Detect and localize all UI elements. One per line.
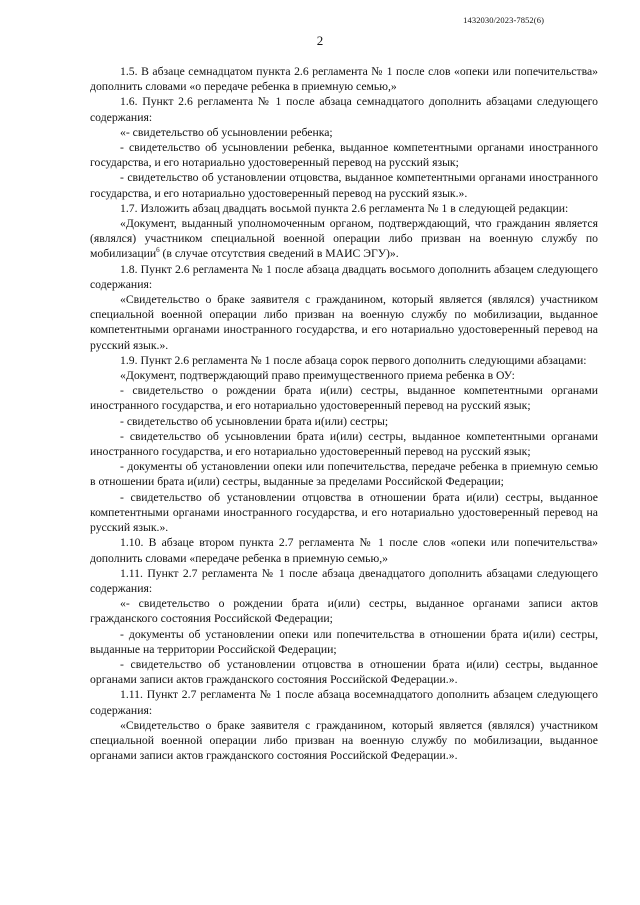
quoted-text: «Документ, выданный уполномоченным органом, подтверждающий, что гражданин является (являлся) участником специальной военной операции либо призван на военную службу по мобилизации xyxy=(90,217,598,261)
list-item: - свидетельство об усыновлении брата и(или) сестры; xyxy=(120,414,389,428)
paragraph-1-9: 1.9. Пункт 2.6 регламента № 1 после абзаца сорок первого дополнить следующими абзацами: xyxy=(120,353,587,367)
list-item: - свидетельство об установлении отцовства, выданное компетентными органами иностранного государства, и его нотариально удостоверенный перевод на русский язык.». xyxy=(90,171,598,200)
paragraph-1-11-second: 1.11. Пункт 2.7 регламента № 1 после абзаца восемнадцатого дополнить абзацем следующего содержания: xyxy=(90,688,598,717)
list-item: - свидетельство об установлении отцовства в отношении брата и(или) сестры, выданное компетентными органами иностранного государства, и его нотариально удостоверенный перевод на русский язык.». xyxy=(90,490,598,535)
paragraph-1-11: 1.11. Пункт 2.7 регламента № 1 после абзаца двенадцатого дополнить абзацами следующего содержания: xyxy=(90,566,598,595)
document-number: 1432030/2023-7852(6) xyxy=(463,15,544,25)
list-item: - свидетельство об усыновлении брата и(или) сестры, выданное компетентными органами иностранного государства, и его нотариально удостоверенный перевод на русский язык; xyxy=(90,429,598,459)
paragraph-1-7: 1.7. Изложить абзац двадцать восьмой пункта 2.6 регламента № 1 в следующей редакции: xyxy=(120,201,569,215)
quoted-paragraph: «Свидетельство о браке заявителя с гражданином, который является (являлся) участником специальной военной операции либо призван на военную службу по мобилизации, выданное компетентными органами иностранного государства, и его нотариально удостоверенный перевод на русский язык.». xyxy=(90,293,598,352)
quoted-paragraph-with-footnote xyxy=(90,216,598,262)
list-item: - свидетельство об усыновлении ребенка, выданное компетентными органами иностранного государства, и его нотариально удостоверенный перевод на русский язык; xyxy=(90,141,598,170)
paragraph-1-8: 1.8. Пункт 2.6 регламента № 1 после абзаца двадцать восьмого дополнить абзацем следующего содержания: xyxy=(90,262,598,291)
quoted-text-end: (в случае отсутствия сведений в МАИС ЭГУ)». xyxy=(159,247,399,261)
list-item: - документы об установлении опеки или попечительства, передаче ребенка в приемную семью в отношении брата и(или) сестры, выданные за пределами Российской Федерации; xyxy=(90,460,598,489)
list-item: - свидетельство о рождении брата и(или) сестры, выданное компетентными органами иностранного государства, и его нотариально удостоверенный перевод на русский язык; xyxy=(90,384,598,413)
paragraph-1-5: 1.5. В абзаце семнадцатом пункта 2.6 регламента № 1 после слов «опеки или попечительства» дополнить словами «о передаче ребенка в приемную семью,» xyxy=(90,65,598,94)
list-item: «- свидетельство о рождении брата и(или) сестры, выданное органами записи актов гражданского состояния Российской Федерации; xyxy=(90,597,598,626)
list-item: - свидетельство об установлении отцовства в отношении брата и(или) сестры, выданное органами записи актов гражданского состояния Российской Федерации.». xyxy=(90,657,598,687)
list-item: «- свидетельство об усыновлении ребенка; xyxy=(120,125,333,139)
list-item: - документы об установлении опеки или попечительства в отношении брата и(или) сестры, выданные на территории Российской Федерации; xyxy=(90,627,598,656)
document-body xyxy=(90,64,598,763)
paragraph-1-6: 1.6. Пункт 2.6 регламента № 1 после абзаца семнадцатого дополнить абзацами следующего содержания: xyxy=(90,95,598,124)
quoted-paragraph: «Документ, подтверждающий право преимущественного приема ребенка в ОУ: xyxy=(120,369,515,383)
footnote-marker: 6 xyxy=(156,246,160,255)
page-number: 2 xyxy=(316,33,324,48)
paragraph-1-10: 1.10. В абзаце втором пункта 2.7 регламента № 1 после слов «опеки или попечительства» дополнить словами «передаче ребенка в приемную семью,» xyxy=(90,536,598,565)
quoted-paragraph: «Свидетельство о браке заявителя с гражданином, который является (являлся) участником специальной военной операции либо призван на военную службу по мобилизации, выданное органами записи актов гражданского состояния Российской Федерации.». xyxy=(90,718,598,763)
